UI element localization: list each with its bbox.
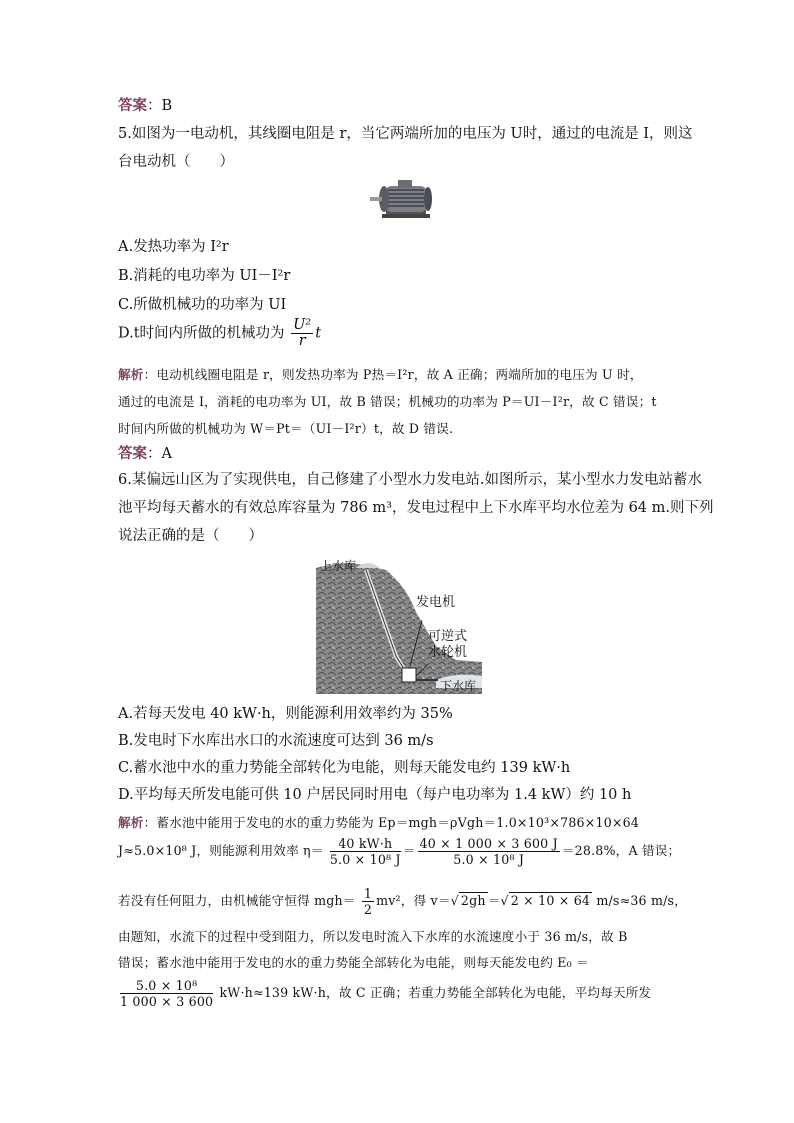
q6-explanation-line1: 解析：蓄水池中能用于发电的水的重力势能为 Ep＝mgh＝ρVgh＝1.0×10³×786×10×64	[118, 815, 640, 830]
turbine-label-line1: 可逆式	[428, 629, 468, 644]
generator-label: 发电机	[416, 595, 456, 610]
sqrt-value: 2 × 10 × 64	[510, 893, 591, 908]
q5-option-c: C.所做机械功的功率为 UI	[118, 297, 287, 313]
q5-answer-label: 答案	[118, 445, 147, 462]
answer-label: 答案	[118, 97, 147, 114]
efficiency-fraction-2: $\frac{40 \times 1 000 \times 3 600 J}{\text{5.0 × 10⁸ J}}$	[419, 836, 558, 867]
q5-option-d-fraction: $\frac{\text{U²}}{r}$	[293, 317, 312, 349]
upper-reservoir-label: 上水库	[320, 559, 357, 573]
q5-explanation-line2: 通过的电流是 I，消耗的电功率为 UI，故 B 错误；机械功的功率为 P＝UI－I²r，故 C 错误；t	[118, 394, 657, 409]
efficiency-fraction-1: $\frac{40 kW\cdot h}{\text{5.0 × 10⁸ J}}$	[329, 836, 401, 867]
q6-explanation-line3: 若没有任何阻力，由机械能守恒得 mgh＝ $\frac{1}{2}$ mv²，得 v＝√ 2gh ＝√ 2 × 10 × 64 m/s≈36 m/s，	[118, 886, 687, 917]
answer-value: B	[161, 98, 173, 114]
q6-option-b: B.发电时下水库出水口的水流速度可达到 36 m/s	[118, 733, 434, 749]
one-half-fraction: $\frac{1}{2}$	[363, 886, 373, 917]
energy-fraction: $\frac{\text{5.0 × 10⁸}}{1 000 \times 3 600}$	[120, 978, 214, 1009]
q5-answer-line: 答案：A	[118, 445, 172, 462]
sqrt-2gh: 2gh	[460, 893, 486, 908]
q6-explanation-line5: 错误；蓄水池中能用于发电的水的重力势能全部转化为电能，则每天能发电约 E₀ ＝	[118, 955, 589, 970]
q6-explanation-line4: 由题知，水流下的过程中受到阻力，所以发电时流入下水库的水流速度小于 36 m/s，故 B	[118, 929, 628, 944]
q6-explanation-line6: $\frac{\text{5.0 × 10⁸}}{1 000 \times 3 600}$ kW·h≈139 kW·h，故 C 正确；若重力势能全部转化为电能，平均每天所发	[120, 978, 652, 1009]
q6-explanation-label: 解析	[118, 815, 144, 830]
q5-option-d: D.t时间内所做的机械功为 $\frac{\text{U²}}{r}$ t	[118, 317, 322, 349]
q6-option-a: A.若每天发电 40 kW·h，则能源利用效率约为 35%	[118, 706, 453, 722]
q5-explanation-line1: 解析：电动机线圈电阻是 r，则发热功率为 P热＝I²r，故 A 正确；两端所加的电压为 U 时，	[118, 367, 643, 382]
q6-explanation-line2: J≈5.0×10⁸ J，则能源利用效率 η＝ $\frac{40 kW\cdot h}{\text{5.0 × 10⁸ J}}$ ＝ $\frac{40 \times 1 000 \times 3 600 J}{\text{5.0 × 10⁸ J}}$ ＝28.8%，A 错误；	[118, 836, 681, 867]
q6-option-d: D.平均每天所发电能可供 10 户居民同时用电（每户电功率为 1.4 kW）约 10 h	[118, 787, 632, 803]
q6-stem-line1: 6.某偏远山区为了实现供电，自己修建了小型水力发电站.如图所示，某小型水力发电站蓄水	[118, 472, 702, 488]
q5-option-a: A.发热功率为 I²r	[118, 239, 229, 255]
q5-answer-value: A	[161, 446, 172, 462]
q6-stem-line2: 池平均每天蓄水的有效总库容量为 786 m³，发电过程中上下水库平均水位差为 64 m.则下列	[118, 500, 714, 516]
q5-explanation-label: 解析	[118, 367, 144, 382]
q5-explanation-line3: 时间内所做的机械功为 W＝Pt＝（UI－I²r）t，故 D 错误.	[118, 421, 454, 436]
answer-line-prev: 答案：B	[118, 97, 173, 114]
q6-stem-line3: 说法正确的是（ ）	[118, 528, 263, 544]
electric-motor-image	[366, 178, 438, 224]
hydropower-station-diagram	[316, 556, 482, 694]
lower-reservoir-label: 下水库	[440, 679, 477, 693]
q5-stem-line1: 5.如图为一电动机，其线圈电阻是 r，当它两端所加的电压为 U时，通过的电流是 I，则这	[118, 126, 693, 142]
q6-option-c: C.蓄水池中水的重力势能全部转化为电能，则每天能发电约 139 kW·h	[118, 760, 571, 776]
q5-stem-line2: 台电动机（ ）	[118, 154, 234, 170]
q5-option-b: B.消耗的电功率为 UI－I²r	[118, 268, 291, 284]
turbine-label-line2: 水轮机	[428, 645, 468, 660]
